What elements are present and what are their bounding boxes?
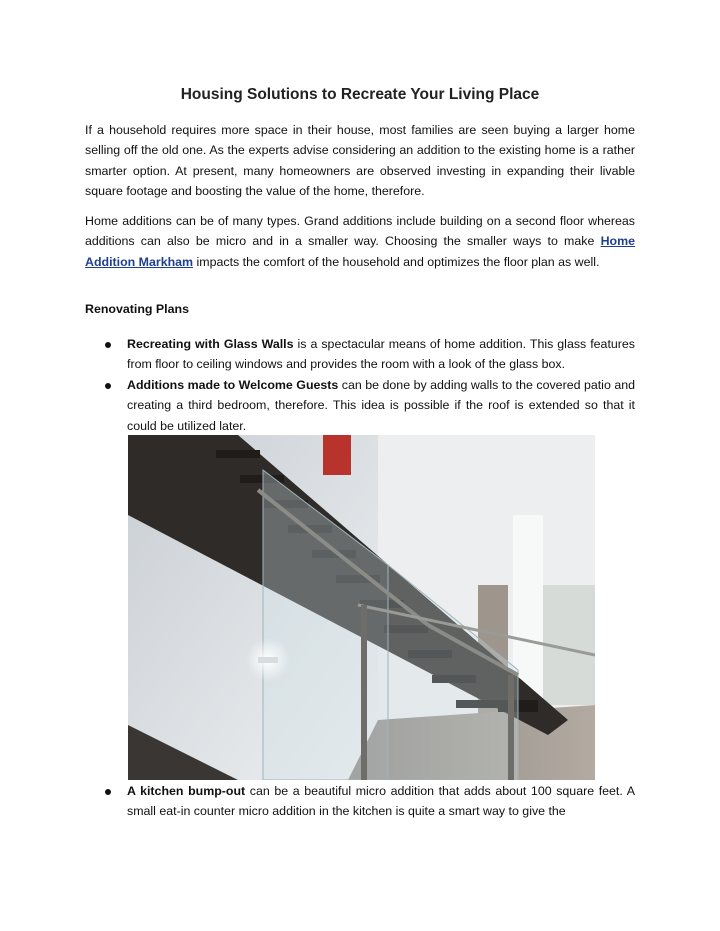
bullet-bold-label: Additions made to Welcome Guests [127,377,339,392]
list-item [85,375,635,436]
types-paragraph [85,211,635,272]
bullet-text: is a spectacular means of home addition. This glass features from floor to ceiling windows and provides the room with a look of the glass box. [127,337,635,372]
types-paragraph-text-start: Home additions can be of many types. Grand additions include building on a second floor whereas additions can also be micro and in a smaller way. Choosing the smaller ways to make [85,214,635,249]
bullet-icon [105,789,111,795]
list-item [85,334,635,375]
intro-paragraph: If a household requires more space in their house, most families are seen buying a larger home selling off the old one. As the experts advise considering an addition to the existing home is a rather smarter option. At present, many homeowners are observed investing in expanding their livable square footage and boosting the value of the home, therefore. [85,123,635,199]
home-addition-markham-link[interactable]: Home Addition Markham [85,234,635,269]
bullet-list [85,334,635,436]
page-title: Housing Solutions to Recreate Your Living Place [180,86,540,103]
bullet-text: can be done by adding walls to the covered patio and creating a third bedroom, therefore. This idea is possible if the roof is extended so that it could be utilized later. [127,377,635,433]
staircase-photo [128,435,595,780]
bullet-list-continued [85,781,635,822]
bullet-icon [105,342,111,348]
bullet-bold-label: Recreating with Glass Walls [127,337,294,351]
bullet-icon [105,383,111,389]
section-heading: Renovating Plans [85,302,189,316]
list-item [85,781,635,822]
types-paragraph-text-end: impacts the comfort of the household and optimizes the floor plan as well. [193,254,600,269]
bullet-bold-label: A kitchen bump-out [127,784,246,798]
bullet-text: can be a beautiful micro addition that adds about 100 square feet. A small eat-in counter micro addition in the kitchen is quite a smart way to give the [127,784,635,819]
